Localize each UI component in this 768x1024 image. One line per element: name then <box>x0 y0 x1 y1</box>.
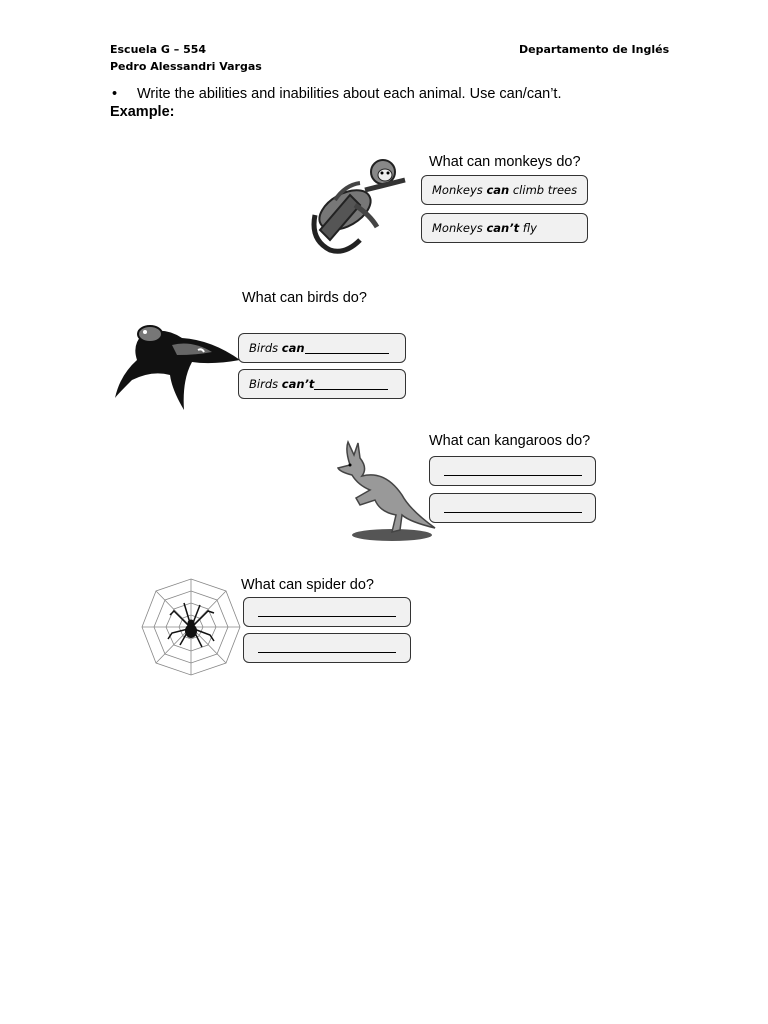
department-name: Departamento de Inglés <box>519 43 670 56</box>
instruction-text: Write the abilities and inabilities about each animal. Use can/can’t. <box>137 86 562 102</box>
monkeys-question: What can monkeys do? <box>429 154 581 170</box>
birds-cant-subject: Birds <box>249 377 279 391</box>
monkeys-can-rest: climb trees <box>512 183 578 197</box>
birds-cant-word: can’t <box>281 377 315 391</box>
spider-cant-blank[interactable] <box>258 650 396 653</box>
monkeys-cant-subject: Monkeys <box>432 221 483 235</box>
bird-illustration <box>112 320 244 415</box>
birds-cant-blank[interactable] <box>314 378 388 390</box>
kangaroo-illustration <box>330 440 440 545</box>
instruction-bullet: • <box>112 86 118 102</box>
spider-question: What can spider do? <box>241 577 374 593</box>
monkeys-cant-rest: fly <box>522 221 537 235</box>
monkey-illustration <box>305 155 415 255</box>
kangaroos-can-blank[interactable] <box>444 473 582 476</box>
kangaroos-cant-box[interactable] <box>429 493 596 523</box>
monkeys-can-box <box>421 175 588 205</box>
spider-web-illustration <box>138 575 244 679</box>
birds-question: What can birds do? <box>242 290 367 306</box>
kangaroos-can-box[interactable] <box>429 456 596 486</box>
teacher-name: Pedro Alessandri Vargas <box>110 60 262 73</box>
monkeys-can-subject: Monkeys <box>432 183 483 197</box>
spider-cant-box[interactable] <box>243 633 411 663</box>
example-label: Example: <box>110 104 175 120</box>
birds-cant-box[interactable] <box>238 369 406 399</box>
spider-can-blank[interactable] <box>258 614 396 617</box>
spider-can-box[interactable] <box>243 597 411 627</box>
birds-can-subject: Birds <box>249 341 279 355</box>
school-name: Escuela G – 554 <box>110 43 207 56</box>
kangaroos-cant-blank[interactable] <box>444 510 582 513</box>
birds-can-blank[interactable] <box>305 342 389 354</box>
kangaroos-question: What can kangaroos do? <box>429 433 591 449</box>
monkeys-cant-box <box>421 213 588 243</box>
monkeys-cant-word: can’t <box>486 221 520 235</box>
monkeys-can-word: can <box>486 183 510 197</box>
birds-can-box[interactable] <box>238 333 406 363</box>
birds-can-word: can <box>281 341 305 355</box>
